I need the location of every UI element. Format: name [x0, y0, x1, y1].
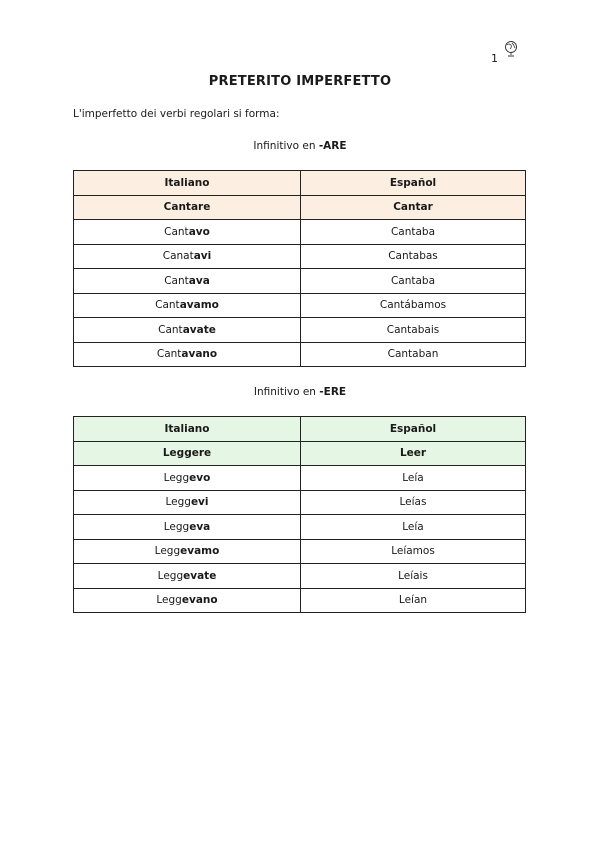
intro-text: L'imperfetto dei verbi regolari si forma: — [73, 108, 280, 120]
section-label-are — [0, 140, 600, 152]
italian-form — [74, 269, 301, 294]
italian-form — [74, 318, 301, 343]
spanish-form: Leíamos — [301, 539, 526, 564]
page-title: PRETERITO IMPERFETTO — [208, 74, 392, 89]
spanish-form: Leían — [301, 588, 526, 613]
header-cell-italiano: Italiano — [74, 171, 301, 196]
table-row — [74, 244, 526, 269]
verb-ending: avo — [188, 225, 210, 238]
section-label-ending: -ERE — [319, 386, 347, 398]
verb-stem: Legg — [156, 594, 182, 607]
spanish-form: Leíais — [301, 564, 526, 589]
italian-form — [74, 342, 301, 367]
verb-ending: eva — [189, 520, 211, 533]
verb-stem: Legg — [163, 520, 190, 533]
italian-form — [74, 466, 301, 491]
infinitive-italian: Cantare — [74, 195, 301, 220]
table-row — [74, 466, 526, 491]
italian-form — [74, 490, 301, 515]
italian-form — [74, 539, 301, 564]
page-number: 1 — [491, 52, 498, 65]
infinitive-row — [74, 195, 526, 220]
spanish-form: Cantábamos — [301, 293, 526, 318]
verb-ending: evate — [183, 569, 217, 582]
verb-stem: Cant — [155, 299, 180, 312]
spanish-form: Cantaba — [301, 220, 526, 245]
section-label-prefix: Infinitivo en — [253, 140, 319, 152]
verb-stem: Cant — [156, 348, 182, 361]
table-header-row — [74, 171, 526, 196]
table-row — [74, 515, 526, 540]
table-header-row — [74, 417, 526, 442]
table-row — [74, 293, 526, 318]
header-cell-espanol: Español — [301, 171, 526, 196]
section-label-ending: -ARE — [318, 140, 347, 152]
table-row — [74, 588, 526, 613]
verb-stem: Legg — [157, 569, 184, 582]
section-label-prefix: Infinitivo en — [253, 386, 320, 398]
conjugation-table-are — [73, 170, 526, 367]
table-row — [74, 318, 526, 343]
verb-stem: Cant — [158, 323, 183, 336]
verb-ending: evo — [189, 471, 211, 484]
conjugation-table-ere — [73, 416, 526, 613]
spanish-form: Cantabas — [301, 244, 526, 269]
section-label-ere — [0, 386, 600, 398]
italian-form — [74, 220, 301, 245]
infinitive-italian: Leggere — [74, 441, 301, 466]
table-row — [74, 490, 526, 515]
infinitive-spanish: Cantar — [301, 195, 526, 220]
italian-form — [74, 515, 301, 540]
spanish-form: Leía — [301, 515, 526, 540]
spanish-form: Cantabais — [301, 318, 526, 343]
verb-ending: avamo — [179, 299, 219, 312]
infinitive-row — [74, 441, 526, 466]
verb-ending: evano — [181, 594, 218, 607]
verb-stem: Legg — [163, 471, 190, 484]
verb-stem: Canat — [162, 250, 194, 263]
verb-ending: avano — [181, 348, 218, 361]
header-cell-italiano: Italiano — [74, 417, 301, 442]
header-cell-espanol: Español — [301, 417, 526, 442]
verb-stem: Legg — [154, 545, 181, 558]
verb-stem: Cant — [164, 274, 189, 287]
table-row — [74, 269, 526, 294]
verb-stem: Cant — [164, 225, 189, 238]
spanish-form: Leías — [301, 490, 526, 515]
verb-ending: avate — [182, 323, 216, 336]
verb-ending: ava — [188, 274, 210, 287]
italian-form — [74, 564, 301, 589]
verb-ending: evi — [190, 496, 209, 509]
spanish-form: Leía — [301, 466, 526, 491]
table-row — [74, 539, 526, 564]
spanish-form: Cantaban — [301, 342, 526, 367]
spanish-form: Cantaba — [301, 269, 526, 294]
italian-form — [74, 244, 301, 269]
table-row — [74, 220, 526, 245]
italian-form — [74, 293, 301, 318]
verb-ending: evamo — [180, 545, 220, 558]
verb-stem: Legg — [165, 496, 191, 509]
table-row — [74, 342, 526, 367]
table-row — [74, 564, 526, 589]
globe-icon — [503, 40, 519, 58]
italian-form — [74, 588, 301, 613]
verb-ending: avi — [193, 250, 212, 263]
infinitive-spanish: Leer — [301, 441, 526, 466]
